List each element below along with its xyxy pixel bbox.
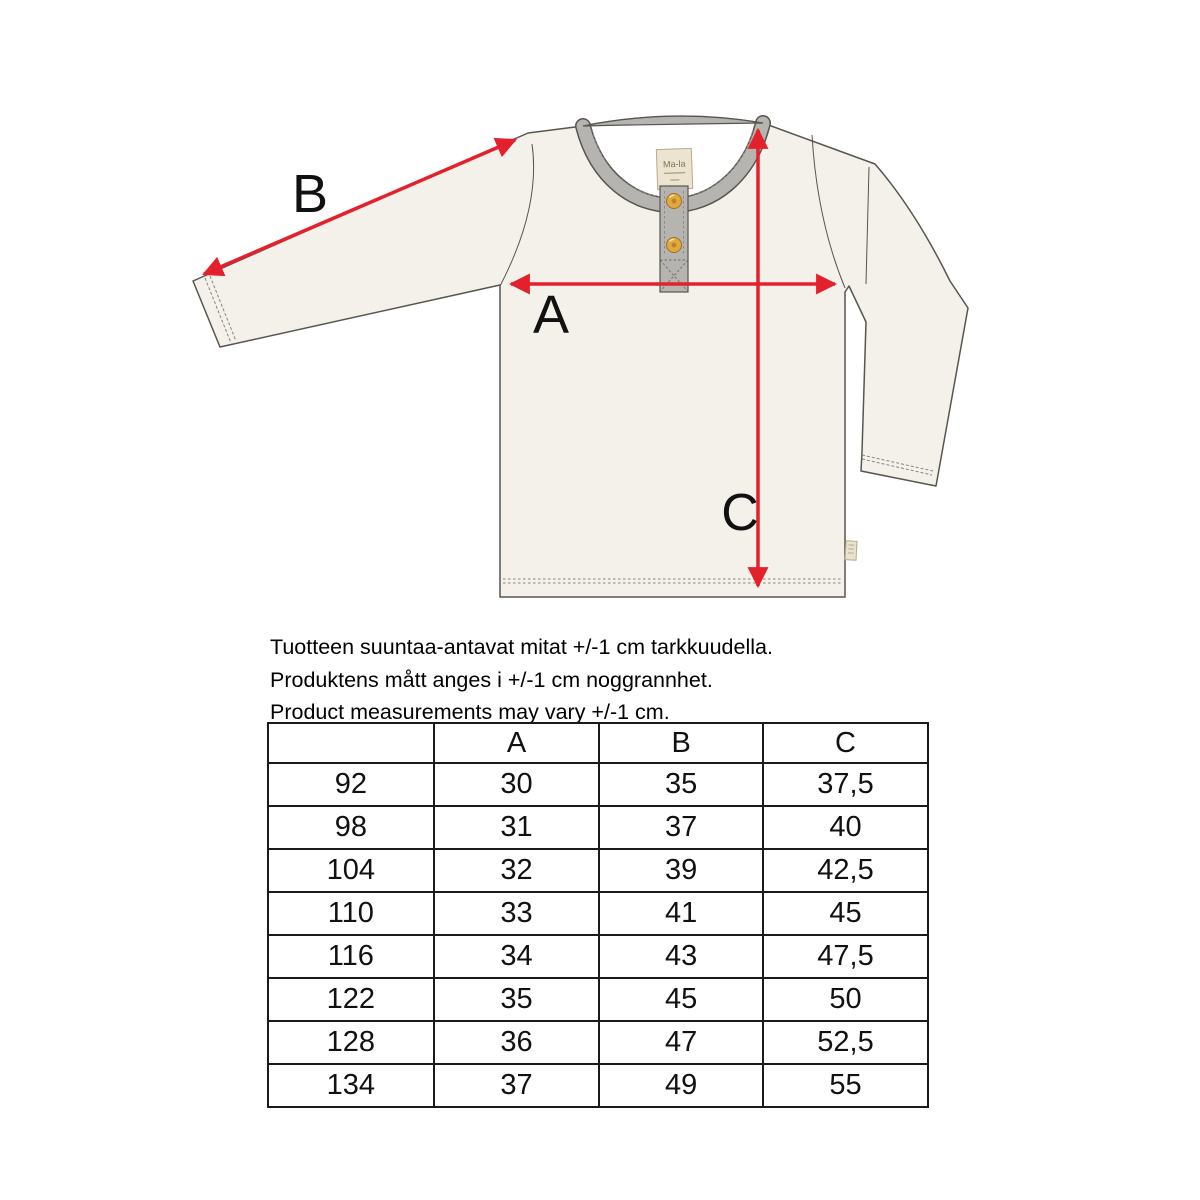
cell-c: 42,5	[763, 849, 928, 892]
cell-a: 35	[434, 978, 600, 1021]
table-row	[268, 1021, 928, 1064]
cell-b: 43	[599, 935, 763, 978]
header-size	[268, 723, 434, 763]
cell-a: 36	[434, 1021, 600, 1064]
table-row	[268, 1064, 928, 1107]
cell-size: 134	[268, 1064, 434, 1107]
cell-c: 45	[763, 892, 928, 935]
header-b: B	[599, 723, 763, 763]
table-row	[268, 935, 928, 978]
cell-a: 30	[434, 763, 600, 806]
cell-size: 110	[268, 892, 434, 935]
button-placket	[660, 186, 688, 292]
cell-a: 31	[434, 806, 600, 849]
cell-a: 32	[434, 849, 600, 892]
table-row	[268, 892, 928, 935]
button-top	[667, 194, 682, 209]
cell-b: 37	[599, 806, 763, 849]
cell-size: 116	[268, 935, 434, 978]
cell-a: 34	[434, 935, 600, 978]
table-row	[268, 978, 928, 1021]
size-table-header-row	[268, 723, 928, 763]
note-finnish: Tuotteen suuntaa-antavat mitat +/-1 cm tarkkuudella.	[270, 635, 773, 659]
cell-b: 39	[599, 849, 763, 892]
cell-size: 98	[268, 806, 434, 849]
measure-label-C: C	[721, 484, 759, 542]
cell-a: 33	[434, 892, 600, 935]
cell-b: 49	[599, 1064, 763, 1107]
side-tag	[845, 541, 857, 561]
neck-tag-text: Ma-la	[662, 158, 686, 170]
cell-c: 47,5	[763, 935, 928, 978]
tolerance-notes	[270, 631, 970, 729]
cell-b: 35	[599, 763, 763, 806]
cell-b: 41	[599, 892, 763, 935]
button-bottom	[667, 238, 682, 253]
cell-size: 122	[268, 978, 434, 1021]
measure-label-B: B	[291, 164, 329, 224]
size-table	[267, 722, 929, 1108]
cell-c: 55	[763, 1064, 928, 1107]
cell-size: 128	[268, 1021, 434, 1064]
cell-c: 50	[763, 978, 928, 1021]
cell-c: 52,5	[763, 1021, 928, 1064]
table-row	[268, 763, 928, 806]
cell-b: 45	[599, 978, 763, 1021]
cell-c: 40	[763, 806, 928, 849]
cell-a: 37	[434, 1064, 600, 1107]
neck-tag	[656, 148, 692, 189]
table-row	[268, 849, 928, 892]
cell-size: 92	[268, 763, 434, 806]
header-c: C	[763, 723, 928, 763]
note-swedish: Produktens mått anges i +/-1 cm noggrannhet.	[270, 667, 713, 692]
note-english: Product measurements may vary +/-1 cm.	[270, 700, 670, 724]
cell-c: 37,5	[763, 763, 928, 806]
cell-size: 104	[268, 849, 434, 892]
header-a: A	[434, 723, 600, 763]
cell-b: 47	[599, 1021, 763, 1064]
measure-label-A: A	[532, 285, 570, 345]
table-row	[268, 806, 928, 849]
